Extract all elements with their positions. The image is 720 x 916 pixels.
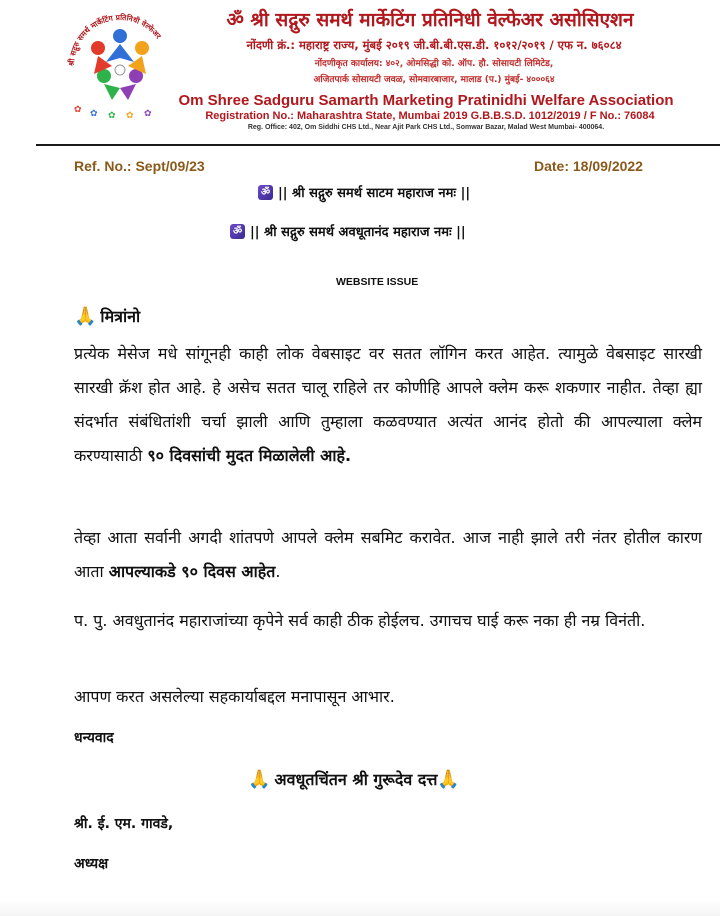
blessing-line xyxy=(248,768,464,790)
om-icon: ॐ xyxy=(230,224,245,239)
thanks-text: धन्यवाद xyxy=(74,730,114,746)
address-marathi: अजितपार्क सोसायटी जवळ, सोमवारबाजार, मालाड (प.) मुंबई- ४०००६४ xyxy=(313,75,555,85)
reference-number: Ref. No.: Sept/09/23 xyxy=(74,158,205,174)
paragraph-2-bold: आपल्याकडे ९० दिवस आहेत xyxy=(108,562,276,581)
mantra-line-2 xyxy=(230,222,466,240)
paragraph-2: तेव्हा आता सर्वानी अगदी शांतपणे आपले क्लेम सबमिट करावेत. आज नाही झाले तरी नंतर होतील कारण आता आपल्याकडे ९० दिवस आहेत. xyxy=(74,528,702,581)
paragraph-1: प्रत्येक मेसेज मधे सांगूनही काही लोक वेबसाइट वर सतत लॉगिन करत आहेत. त्यामुळे वेबसाइट सारखी सारखी क्रॅश होत आहे. हे असेच सतत चालू राहिले तर कोणीहि आपले क्लेम करू शकणार नाहीत. तेव्हा ह्या संदर्भात संबंधितांशी चर्चा झाली आणि तुम्हाला कळवण्यात अत्यंत आनंद होतो की आपल्याला क्लेम करण्यासाठी ९० दिवसांची मुदत मिळालेली आहे. xyxy=(74,344,702,465)
paragraph-3: प. पु. अवधुतानंद महाराजांच्या कृपेने सर्व काही ठीक होईलच. उगाचच घाई करू नका ही नम्र विनंती. xyxy=(74,611,646,630)
svg-text:✿: ✿ xyxy=(90,109,98,119)
subject-heading: WEBSITE ISSUE xyxy=(336,276,419,288)
greeting xyxy=(74,305,140,327)
om-icon: ॐ xyxy=(258,185,273,200)
office-marathi: नोंदणीकृत कार्यालय: ४०२, ओमसिद्धी को. ऑप. हौ. सोसायटी लिमिटेड, xyxy=(314,59,554,69)
letter-date: Date: 18/09/2022 xyxy=(534,158,643,174)
registration-marathi: नोंदणी क्रं.: महाराष्ट्र राज्य, मुंबई २०१९ जी.बी.बी.एस.डी. १०१२/२०१९ / एफ न. ७६०८४ xyxy=(246,38,622,52)
mantra-text-1: || श्री सद्गुरु समर्थ साटम महाराज नमः || xyxy=(278,186,471,201)
office-english: Reg. Office: 402, Om Siddhi CHS Ltd., Near Ajit Park CHS Ltd., Somwar Bazar, Malad West Mumbai- 400064. xyxy=(247,124,605,131)
signatory-name: श्री. ई. एम. गावडे, xyxy=(74,816,174,832)
svg-text:✿: ✿ xyxy=(144,109,152,119)
signatory-designation: अध्यक्ष xyxy=(74,856,109,872)
paragraph-4: आपण करत असलेल्या सहकार्याबद्दल मनापासून आभार. xyxy=(74,687,395,706)
org-name-english: Om Shree Sadguru Samarth Marketing Pratinidhi Welfare Association xyxy=(178,92,674,109)
svg-text:श्री सद्गुरु समर्थ मार्केटिंग: श्री सद्गुरु समर्थ मार्केटिंग प्रतिनिधी वेल्फेअर xyxy=(66,12,163,67)
folded-hands-icon: 🙏 xyxy=(74,305,97,327)
folded-hands-icon: 🙏 xyxy=(248,768,271,790)
mantra-line-1 xyxy=(258,183,470,201)
org-name-marathi: ॐ श्री सद्गुरु समर्थ मार्केटिंग प्रतिनिधी वेल्फेअर असोसिएशन xyxy=(226,9,634,31)
svg-text:✿: ✿ xyxy=(126,111,134,121)
header-divider xyxy=(36,144,720,146)
page-bottom-edge xyxy=(0,900,720,916)
mantra-text-2: || श्री सद्गुरु समर्थ अवधूतानंद महाराज नमः || xyxy=(250,225,466,240)
greeting-text: मित्रांनो xyxy=(100,307,141,326)
svg-text:✿: ✿ xyxy=(74,105,82,115)
paragraph-1-bold: ९० दिवसांची मुदत मिळालेली आहे. xyxy=(147,446,352,465)
blessing-text: अवधूतचिंतन श्री गुरूदेव दत्त xyxy=(274,770,438,789)
svg-text:✿: ✿ xyxy=(108,111,116,121)
registration-english: Registration No.: Maharashtra State, Mumbai 2019 G.B.B.S.D. 1012/2019 / F No.: 76084 xyxy=(205,110,655,122)
association-logo xyxy=(56,4,184,122)
folded-hands-icon: 🙏 xyxy=(437,768,460,790)
